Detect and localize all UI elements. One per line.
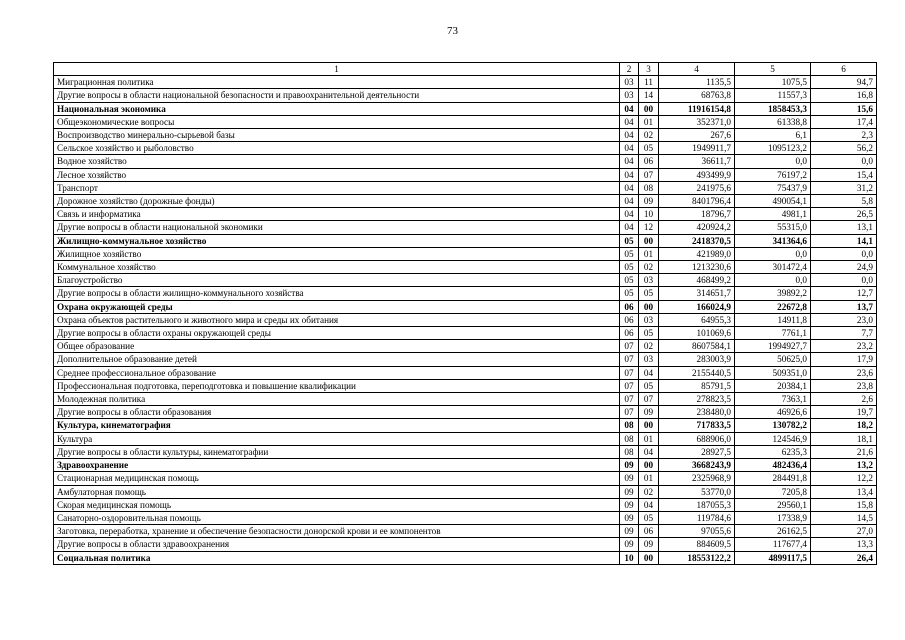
table-row — [54, 168, 877, 181]
section-code-cell: 09 — [620, 459, 639, 472]
subsection-code-cell: 08 — [639, 181, 659, 194]
percent-cell: 7,7 — [811, 327, 877, 340]
percent-cell: 23,6 — [811, 366, 877, 379]
planned-amount-cell: 187055,3 — [659, 498, 735, 511]
planned-amount-cell: 1213230,6 — [659, 261, 735, 274]
percent-cell: 31,2 — [811, 181, 877, 194]
planned-amount-cell: 278823,5 — [659, 393, 735, 406]
actual-amount-cell: 284491,8 — [735, 472, 811, 485]
table-row — [54, 366, 877, 379]
percent-cell: 15,6 — [811, 102, 877, 115]
section-code-cell: 07 — [620, 340, 639, 353]
row-name-cell: Коммунальное хозяйство — [54, 261, 620, 274]
row-name-cell: Профессиональная подготовка, переподготовка и повышение квалификации — [54, 379, 620, 392]
percent-cell: 0,0 — [811, 247, 877, 260]
header-cell: 1 — [54, 63, 620, 76]
section-code-cell: 09 — [620, 498, 639, 511]
section-code-cell: 09 — [620, 525, 639, 538]
section-code-cell: 07 — [620, 353, 639, 366]
percent-cell: 56,2 — [811, 142, 877, 155]
row-name-cell: Дополнительное образование детей — [54, 353, 620, 366]
actual-amount-cell: 46926,6 — [735, 406, 811, 419]
percent-cell: 0,0 — [811, 155, 877, 168]
row-name-cell: Социальная политика — [54, 551, 620, 564]
planned-amount-cell: 314651,7 — [659, 287, 735, 300]
planned-amount-cell: 717833,5 — [659, 419, 735, 432]
row-name-cell: Скорая медицинская помощь — [54, 498, 620, 511]
actual-amount-cell: 50625,0 — [735, 353, 811, 366]
page-number: 73 — [447, 25, 458, 37]
budget-table — [53, 62, 877, 565]
subsection-code-cell: 11 — [639, 76, 659, 89]
percent-cell: 17,9 — [811, 353, 877, 366]
subsection-code-cell: 02 — [639, 485, 659, 498]
percent-cell: 13,1 — [811, 221, 877, 234]
section-code-cell: 05 — [620, 287, 639, 300]
table-row — [54, 221, 877, 234]
actual-amount-cell: 6,1 — [735, 129, 811, 142]
actual-amount-cell: 301472,4 — [735, 261, 811, 274]
planned-amount-cell: 166024,9 — [659, 300, 735, 313]
subsection-code-cell: 05 — [639, 379, 659, 392]
subsection-code-cell: 09 — [639, 195, 659, 208]
subsection-code-cell: 01 — [639, 432, 659, 445]
planned-amount-cell: 283003,9 — [659, 353, 735, 366]
subsection-code-cell: 00 — [639, 300, 659, 313]
section-code-cell: 04 — [620, 142, 639, 155]
planned-amount-cell: 3668243,9 — [659, 459, 735, 472]
planned-amount-cell: 688906,0 — [659, 432, 735, 445]
actual-amount-cell: 130782,2 — [735, 419, 811, 432]
planned-amount-cell: 97055,6 — [659, 525, 735, 538]
row-name-cell: Здравоохранение — [54, 459, 620, 472]
table-row — [54, 406, 877, 419]
subsection-code-cell: 01 — [639, 472, 659, 485]
table-row — [54, 181, 877, 194]
percent-cell: 19,7 — [811, 406, 877, 419]
table-row — [54, 393, 877, 406]
planned-amount-cell: 468499,2 — [659, 274, 735, 287]
section-code-cell: 05 — [620, 274, 639, 287]
percent-cell: 24,9 — [811, 261, 877, 274]
percent-cell: 23,2 — [811, 340, 877, 353]
subsection-code-cell: 12 — [639, 221, 659, 234]
subsection-code-cell: 00 — [639, 234, 659, 247]
subsection-code-cell: 05 — [639, 327, 659, 340]
actual-amount-cell: 22672,8 — [735, 300, 811, 313]
actual-amount-cell: 1095123,2 — [735, 142, 811, 155]
row-name-cell: Культура, кинематография — [54, 419, 620, 432]
table-row — [54, 115, 877, 128]
planned-amount-cell: 2155440,5 — [659, 366, 735, 379]
subsection-code-cell: 05 — [639, 287, 659, 300]
planned-amount-cell: 2325968,9 — [659, 472, 735, 485]
section-code-cell: 08 — [620, 419, 639, 432]
subsection-code-cell: 07 — [639, 168, 659, 181]
table-row — [54, 234, 877, 247]
actual-amount-cell: 6235,3 — [735, 445, 811, 458]
row-name-cell: Транспорт — [54, 181, 620, 194]
table-body — [54, 76, 877, 565]
planned-amount-cell: 420924,2 — [659, 221, 735, 234]
percent-cell: 13,3 — [811, 538, 877, 551]
header-cell: 3 — [639, 63, 659, 76]
table-row — [54, 445, 877, 458]
percent-cell: 23,0 — [811, 313, 877, 326]
planned-amount-cell: 68763,8 — [659, 89, 735, 102]
table-row — [54, 89, 877, 102]
row-name-cell: Охрана объектов растительного и животного мира и среды их обитания — [54, 313, 620, 326]
subsection-code-cell: 05 — [639, 142, 659, 155]
section-code-cell: 09 — [620, 511, 639, 524]
section-code-cell: 04 — [620, 208, 639, 221]
subsection-code-cell: 04 — [639, 445, 659, 458]
planned-amount-cell: 1135,5 — [659, 76, 735, 89]
subsection-code-cell: 04 — [639, 498, 659, 511]
percent-cell: 2,3 — [811, 129, 877, 142]
table-row — [54, 432, 877, 445]
actual-amount-cell: 11557,3 — [735, 89, 811, 102]
row-name-cell: Охрана окружающей среды — [54, 300, 620, 313]
header-row — [54, 63, 877, 76]
table-row — [54, 129, 877, 142]
table-row — [54, 300, 877, 313]
row-name-cell: Связь и информатика — [54, 208, 620, 221]
table-row — [54, 353, 877, 366]
subsection-code-cell: 04 — [639, 366, 659, 379]
section-code-cell: 06 — [620, 313, 639, 326]
subsection-code-cell: 01 — [639, 115, 659, 128]
section-code-cell: 04 — [620, 115, 639, 128]
section-code-cell: 07 — [620, 379, 639, 392]
subsection-code-cell: 06 — [639, 525, 659, 538]
table-row — [54, 195, 877, 208]
section-code-cell: 04 — [620, 155, 639, 168]
row-name-cell: Другие вопросы в области здравоохранения — [54, 538, 620, 551]
row-name-cell: Жилищно-коммунальное хозяйство — [54, 234, 620, 247]
subsection-code-cell: 03 — [639, 274, 659, 287]
actual-amount-cell: 17338,9 — [735, 511, 811, 524]
table-row — [54, 313, 877, 326]
subsection-code-cell: 09 — [639, 406, 659, 419]
row-name-cell: Другие вопросы в области охраны окружающей среды — [54, 327, 620, 340]
actual-amount-cell: 39892,2 — [735, 287, 811, 300]
row-name-cell: Среднее профессиональное образование — [54, 366, 620, 379]
actual-amount-cell: 29560,1 — [735, 498, 811, 511]
planned-amount-cell: 18553122,2 — [659, 551, 735, 564]
planned-amount-cell: 8607584,1 — [659, 340, 735, 353]
subsection-code-cell: 00 — [639, 102, 659, 115]
table-row — [54, 287, 877, 300]
percent-cell: 15,8 — [811, 498, 877, 511]
actual-amount-cell: 482436,4 — [735, 459, 811, 472]
row-name-cell: Жилищное хозяйство — [54, 247, 620, 260]
planned-amount-cell: 267,6 — [659, 129, 735, 142]
row-name-cell: Благоустройство — [54, 274, 620, 287]
planned-amount-cell: 884609,5 — [659, 538, 735, 551]
percent-cell: 15,4 — [811, 168, 877, 181]
table-row — [54, 102, 877, 115]
actual-amount-cell: 76197,2 — [735, 168, 811, 181]
percent-cell: 27,0 — [811, 525, 877, 538]
row-name-cell: Стационарная медицинская помощь — [54, 472, 620, 485]
section-code-cell: 07 — [620, 406, 639, 419]
planned-amount-cell: 352371,0 — [659, 115, 735, 128]
actual-amount-cell: 0,0 — [735, 247, 811, 260]
table-row — [54, 261, 877, 274]
actual-amount-cell: 7205,8 — [735, 485, 811, 498]
planned-amount-cell: 421989,0 — [659, 247, 735, 260]
planned-amount-cell: 11916154,8 — [659, 102, 735, 115]
section-code-cell: 04 — [620, 102, 639, 115]
actual-amount-cell: 1994927,7 — [735, 340, 811, 353]
actual-amount-cell: 341364,6 — [735, 234, 811, 247]
percent-cell: 23,8 — [811, 379, 877, 392]
actual-amount-cell: 117677,4 — [735, 538, 811, 551]
row-name-cell: Другие вопросы в области национальной безопасности и правоохранительной деятельности — [54, 89, 620, 102]
percent-cell: 13,2 — [811, 459, 877, 472]
table-row — [54, 459, 877, 472]
table-row — [54, 511, 877, 524]
actual-amount-cell: 75437,9 — [735, 181, 811, 194]
section-code-cell: 09 — [620, 485, 639, 498]
row-name-cell: Молодежная политика — [54, 393, 620, 406]
section-code-cell: 04 — [620, 181, 639, 194]
percent-cell: 14,5 — [811, 511, 877, 524]
percent-cell: 17,4 — [811, 115, 877, 128]
percent-cell: 21,6 — [811, 445, 877, 458]
planned-amount-cell: 64955,3 — [659, 313, 735, 326]
subsection-code-cell: 06 — [639, 155, 659, 168]
row-name-cell: Сельское хозяйство и рыболовство — [54, 142, 620, 155]
section-code-cell: 09 — [620, 538, 639, 551]
actual-amount-cell: 1858453,3 — [735, 102, 811, 115]
percent-cell: 26,4 — [811, 551, 877, 564]
percent-cell: 14,1 — [811, 234, 877, 247]
table-row — [54, 472, 877, 485]
row-name-cell: Санаторно-оздоровительная помощь — [54, 511, 620, 524]
section-code-cell: 05 — [620, 247, 639, 260]
planned-amount-cell: 101069,6 — [659, 327, 735, 340]
subsection-code-cell: 03 — [639, 313, 659, 326]
row-name-cell: Водное хозяйство — [54, 155, 620, 168]
row-name-cell: Другие вопросы в области культуры, кинематографии — [54, 445, 620, 458]
planned-amount-cell: 18796,7 — [659, 208, 735, 221]
percent-cell: 5,8 — [811, 195, 877, 208]
table-row — [54, 155, 877, 168]
subsection-code-cell: 00 — [639, 419, 659, 432]
section-code-cell: 04 — [620, 168, 639, 181]
table-row — [54, 525, 877, 538]
header-cell: 4 — [659, 63, 735, 76]
actual-amount-cell: 26162,5 — [735, 525, 811, 538]
actual-amount-cell: 4981,1 — [735, 208, 811, 221]
actual-amount-cell: 7363,1 — [735, 393, 811, 406]
subsection-code-cell: 02 — [639, 340, 659, 353]
subsection-code-cell: 00 — [639, 551, 659, 564]
actual-amount-cell: 0,0 — [735, 155, 811, 168]
percent-cell: 16,8 — [811, 89, 877, 102]
row-name-cell: Другие вопросы в области национальной экономики — [54, 221, 620, 234]
table-row — [54, 379, 877, 392]
planned-amount-cell: 28927,5 — [659, 445, 735, 458]
actual-amount-cell: 509351,0 — [735, 366, 811, 379]
actual-amount-cell: 490054,1 — [735, 195, 811, 208]
subsection-code-cell: 14 — [639, 89, 659, 102]
actual-amount-cell: 1075,5 — [735, 76, 811, 89]
planned-amount-cell: 36611,7 — [659, 155, 735, 168]
header-cell: 5 — [735, 63, 811, 76]
actual-amount-cell: 7761,1 — [735, 327, 811, 340]
actual-amount-cell: 0,0 — [735, 274, 811, 287]
percent-cell: 13,4 — [811, 485, 877, 498]
percent-cell: 2,6 — [811, 393, 877, 406]
row-name-cell: Другие вопросы в области жилищно-коммунального хозяйства — [54, 287, 620, 300]
planned-amount-cell: 53770,0 — [659, 485, 735, 498]
section-code-cell: 04 — [620, 221, 639, 234]
planned-amount-cell: 119784,6 — [659, 511, 735, 524]
subsection-code-cell: 01 — [639, 247, 659, 260]
section-code-cell: 04 — [620, 129, 639, 142]
table-row — [54, 76, 877, 89]
row-name-cell: Другие вопросы в области образования — [54, 406, 620, 419]
table-row — [54, 551, 877, 564]
row-name-cell: Лесное хозяйство — [54, 168, 620, 181]
row-name-cell: Заготовка, переработка, хранение и обеспечение безопасности донорской крови и ее компонентов — [54, 525, 620, 538]
subsection-code-cell: 03 — [639, 353, 659, 366]
subsection-code-cell: 00 — [639, 459, 659, 472]
header-cell: 6 — [811, 63, 877, 76]
table-row — [54, 327, 877, 340]
row-name-cell: Национальная экономика — [54, 102, 620, 115]
actual-amount-cell: 4899117,5 — [735, 551, 811, 564]
subsection-code-cell: 02 — [639, 261, 659, 274]
table-row — [54, 498, 877, 511]
subsection-code-cell: 09 — [639, 538, 659, 551]
table-row — [54, 485, 877, 498]
section-code-cell: 04 — [620, 195, 639, 208]
section-code-cell: 07 — [620, 366, 639, 379]
section-code-cell: 09 — [620, 472, 639, 485]
actual-amount-cell: 20384,1 — [735, 379, 811, 392]
table-row — [54, 247, 877, 260]
section-code-cell: 03 — [620, 89, 639, 102]
subsection-code-cell: 10 — [639, 208, 659, 221]
table-row — [54, 142, 877, 155]
section-code-cell: 08 — [620, 432, 639, 445]
row-name-cell: Миграционная политика — [54, 76, 620, 89]
percent-cell: 26,5 — [811, 208, 877, 221]
subsection-code-cell: 05 — [639, 511, 659, 524]
table-row — [54, 274, 877, 287]
table-row — [54, 340, 877, 353]
planned-amount-cell: 2418370,5 — [659, 234, 735, 247]
table-row — [54, 419, 877, 432]
percent-cell: 0,0 — [811, 274, 877, 287]
actual-amount-cell: 61338,8 — [735, 115, 811, 128]
section-code-cell: 10 — [620, 551, 639, 564]
percent-cell: 13,7 — [811, 300, 877, 313]
header-cell: 2 — [620, 63, 639, 76]
percent-cell: 12,2 — [811, 472, 877, 485]
actual-amount-cell: 55315,0 — [735, 221, 811, 234]
planned-amount-cell: 241975,6 — [659, 181, 735, 194]
section-code-cell: 05 — [620, 261, 639, 274]
row-name-cell: Культура — [54, 432, 620, 445]
subsection-code-cell: 07 — [639, 393, 659, 406]
row-name-cell: Общее образование — [54, 340, 620, 353]
planned-amount-cell: 1949911,7 — [659, 142, 735, 155]
row-name-cell: Дорожное хозяйство (дорожные фонды) — [54, 195, 620, 208]
subsection-code-cell: 02 — [639, 129, 659, 142]
section-code-cell: 03 — [620, 76, 639, 89]
table-row — [54, 208, 877, 221]
section-code-cell: 07 — [620, 393, 639, 406]
percent-cell: 12,7 — [811, 287, 877, 300]
planned-amount-cell: 493499,9 — [659, 168, 735, 181]
table-row — [54, 538, 877, 551]
planned-amount-cell: 238480,0 — [659, 406, 735, 419]
row-name-cell: Общеэкономические вопросы — [54, 115, 620, 128]
planned-amount-cell: 8401796,4 — [659, 195, 735, 208]
planned-amount-cell: 85791,5 — [659, 379, 735, 392]
percent-cell: 18,2 — [811, 419, 877, 432]
section-code-cell: 06 — [620, 327, 639, 340]
section-code-cell: 08 — [620, 445, 639, 458]
row-name-cell: Воспроизводство минерально-сырьевой базы — [54, 129, 620, 142]
actual-amount-cell: 14911,8 — [735, 313, 811, 326]
row-name-cell: Амбулаторная помощь — [54, 485, 620, 498]
section-code-cell: 05 — [620, 234, 639, 247]
percent-cell: 18,1 — [811, 432, 877, 445]
actual-amount-cell: 124546,9 — [735, 432, 811, 445]
section-code-cell: 06 — [620, 300, 639, 313]
percent-cell: 94,7 — [811, 76, 877, 89]
